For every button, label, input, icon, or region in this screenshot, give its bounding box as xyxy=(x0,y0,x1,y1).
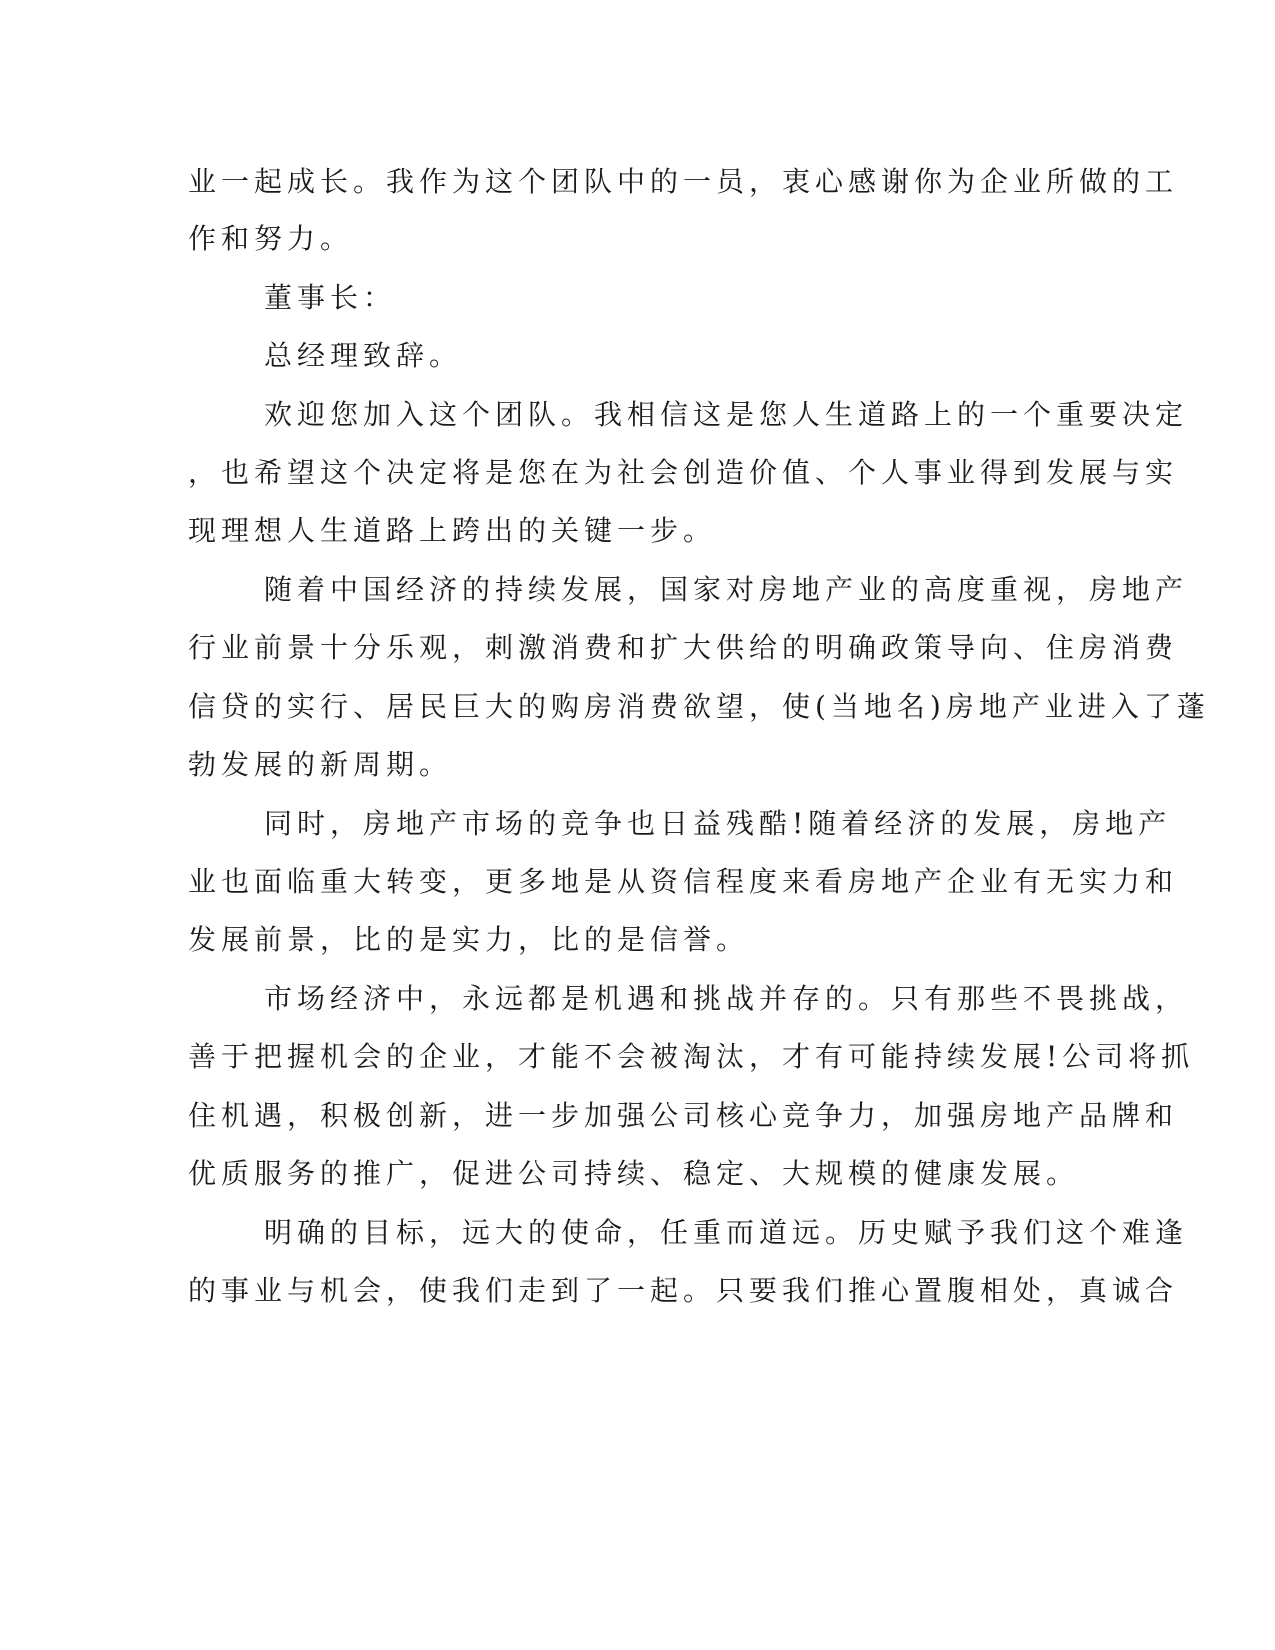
text-line: 同时，房地产市场的竞争也日益残酷!随着经济的发展，房地产 xyxy=(264,807,1172,840)
text-line: 明确的目标，远大的使命，任重而道远。历史赋予我们这个难逢 xyxy=(264,1216,1189,1249)
text-line: 勃发展的新周期。 xyxy=(188,748,453,781)
text-line: 的事业与机会，使我们走到了一起。只要我们推心置腹相处，真诚合 xyxy=(188,1274,1179,1307)
text-line: 住机遇，积极创新，进一步加强公司核心竞争力，加强房地产品牌和 xyxy=(188,1099,1179,1132)
text-line: 董事长： xyxy=(264,281,397,314)
text-line: 市场经济中，永远都是机遇和挑战并存的。只有那些不畏挑战， xyxy=(264,982,1189,1015)
text-line: 现理想人生道路上跨出的关键一步。 xyxy=(188,514,717,547)
text-line: 行业前景十分乐观，刺激消费和扩大供给的明确政策导向、住房消费 xyxy=(188,631,1179,664)
text-line: 发展前景，比的是实力，比的是信誉。 xyxy=(188,923,750,956)
text-line: 总经理致辞。 xyxy=(264,339,463,372)
text-line: 欢迎您加入这个团队。我相信这是您人生道路上的一个重要决定 xyxy=(264,398,1189,431)
text-line: 业也面临重大转变，更多地是从资信程度来看房地产企业有无实力和 xyxy=(188,865,1179,898)
text-line: 业一起成长。我作为这个团队中的一员，衷心感谢你为企业所做的工 xyxy=(188,165,1179,198)
text-line: ，也希望这个决定将是您在为社会创造价值、个人事业得到发展与实 xyxy=(188,456,1179,489)
text-line: 优质服务的推广，促进公司持续、稳定、大规模的健康发展。 xyxy=(188,1157,1080,1190)
text-line: 随着中国经济的持续发展，国家对房地产业的高度重视，房地产 xyxy=(264,573,1189,606)
text-line: 善于把握机会的企业，才能不会被淘汰，才有可能持续发展!公司将抓 xyxy=(188,1040,1195,1073)
text-line: 信贷的实行、居民巨大的购房消费欲望，使(当地名)房地产业进入了蓬 xyxy=(188,690,1210,723)
text-line: 作和努力。 xyxy=(188,222,354,255)
